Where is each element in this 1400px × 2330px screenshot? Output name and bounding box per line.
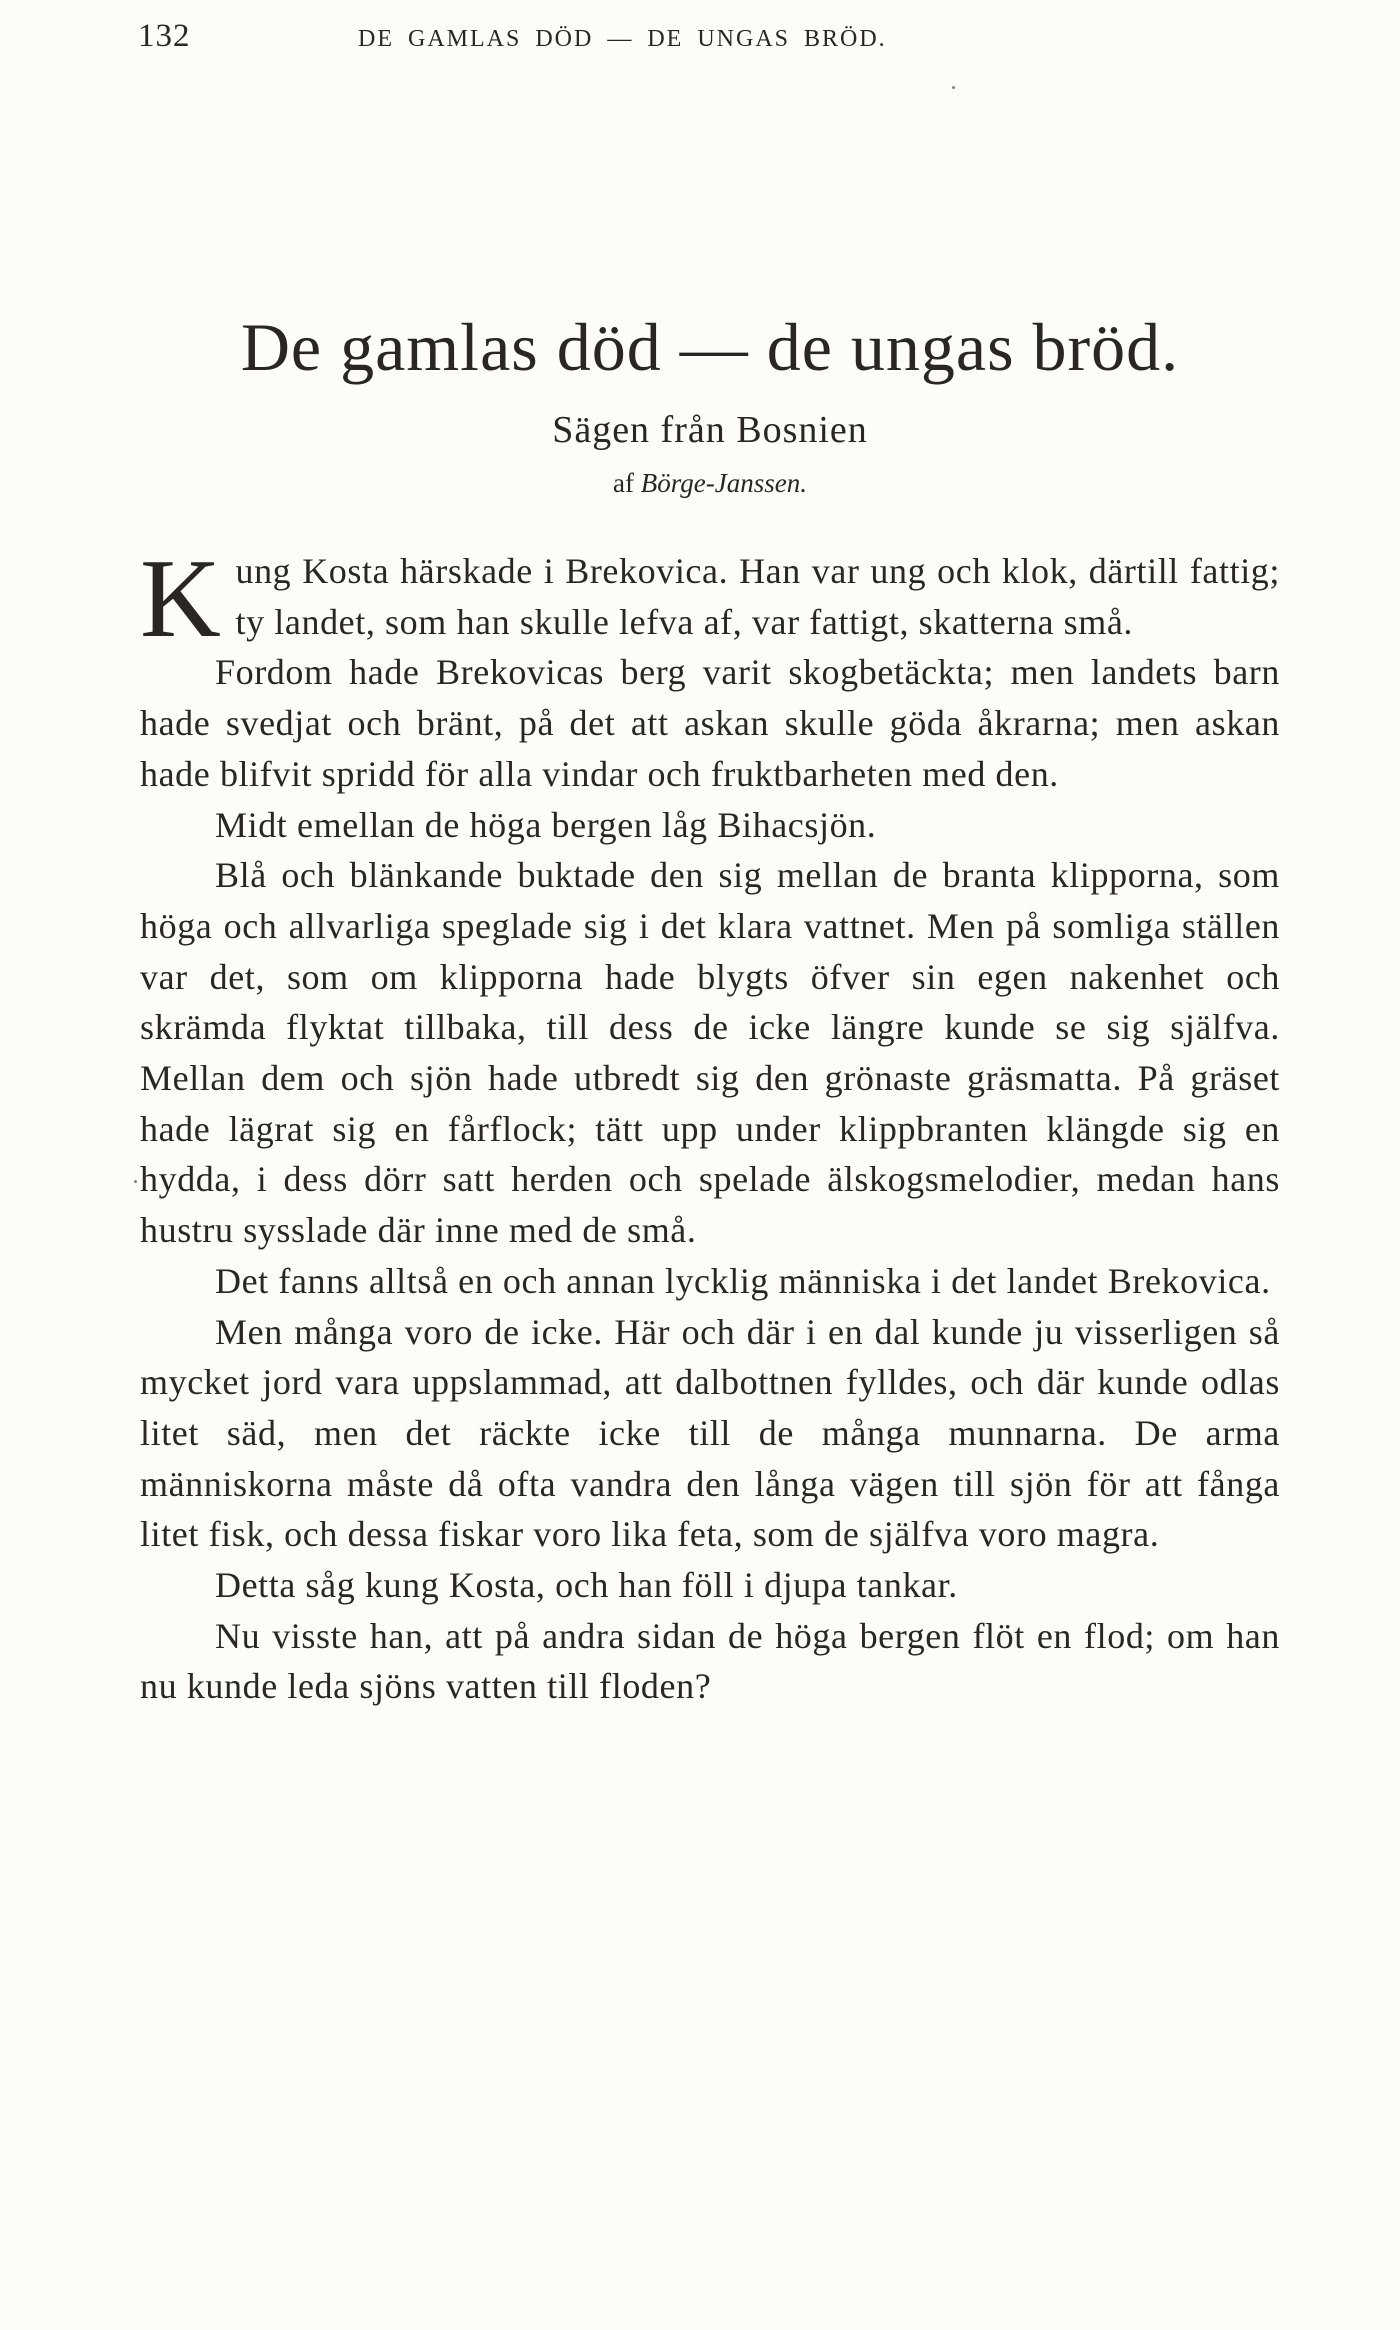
paragraph: Nu visste han, att på andra sidan de höga bergen flöt en flod; om han nu kunde leda sjöns vatten till floden? <box>140 1615 1280 1707</box>
paragraph: Blå och blänkande buktade den sig mellan de branta klipporna, som höga och allvarliga speglade sig i det klara vattnet. Men på somliga ställen var det, som om klipporna hade blygts öfver sin egen nakenhet och skrämda flyktat tillbaka, till dess de icke längre kunde se sig själfva. Mellan dem och sjön hade utbredt sig den grönaste gräsmatta. På gräset hade lägrat sig en fårflock; tätt upp under klippbranten klängde sig en hydda, i dess dörr satt herden och spelade älskogsmelodier, medan hans hustru sysslade där inne med de små. <box>140 855 1280 1251</box>
margin-speck <box>952 86 955 89</box>
paragraph: Midt emellan de höga bergen låg Bihacsjön. <box>215 804 877 845</box>
running-head <box>138 18 1278 58</box>
paragraph: Men många voro de icke. Här och där i en dal kunde ju visserligen så mycket jord vara uppslammad, att dalbottnen fylldes, och där kunde odlas litet säd, men det räckte icke till de många munnarna. De arma människorna måste då ofta vandra den långa vägen till sjön för att fånga litet fisk, och dessa fiskar voro lika feta, som de själfva voro magra. <box>140 1311 1280 1555</box>
margin-speck <box>134 1180 137 1183</box>
drop-cap: K <box>140 537 222 661</box>
paragraph <box>140 537 1280 661</box>
running-title: DE GAMLAS DÖD — DE UNGAS BRÖD. <box>358 26 887 52</box>
byline <box>140 468 1280 499</box>
chapter-title: De gamlas död — de ungas bröd. <box>240 309 1180 385</box>
paragraph: Detta såg kung Kosta, och han föll i djupa tankar. <box>215 1565 958 1606</box>
paragraph: Fordom hade Brekovicas berg varit skogbetäckta; men landets barn hade svedjat och bränt, på det att askan skulle göda åkrarna; men askan hade blifvit spridd för alla vindar och fruktbarheten med den. <box>140 652 1280 794</box>
paragraph-text: ung Kosta härskade i Brekovica. Han var ung och klok, därtill fattig; ty landet, som han skulle lefva af, var fattigt, skatterna små. <box>235 551 1280 642</box>
byline-prefix: af <box>613 468 634 498</box>
byline-author: Börge-Janssen. <box>640 468 807 498</box>
paragraph: Det fanns alltså en och annan lycklig människa i det landet Brekovica. <box>215 1260 1271 1301</box>
body-text <box>140 537 1280 1712</box>
page-number: 132 <box>138 18 191 54</box>
chapter-subtitle: Sägen från Bosnien <box>552 409 868 451</box>
